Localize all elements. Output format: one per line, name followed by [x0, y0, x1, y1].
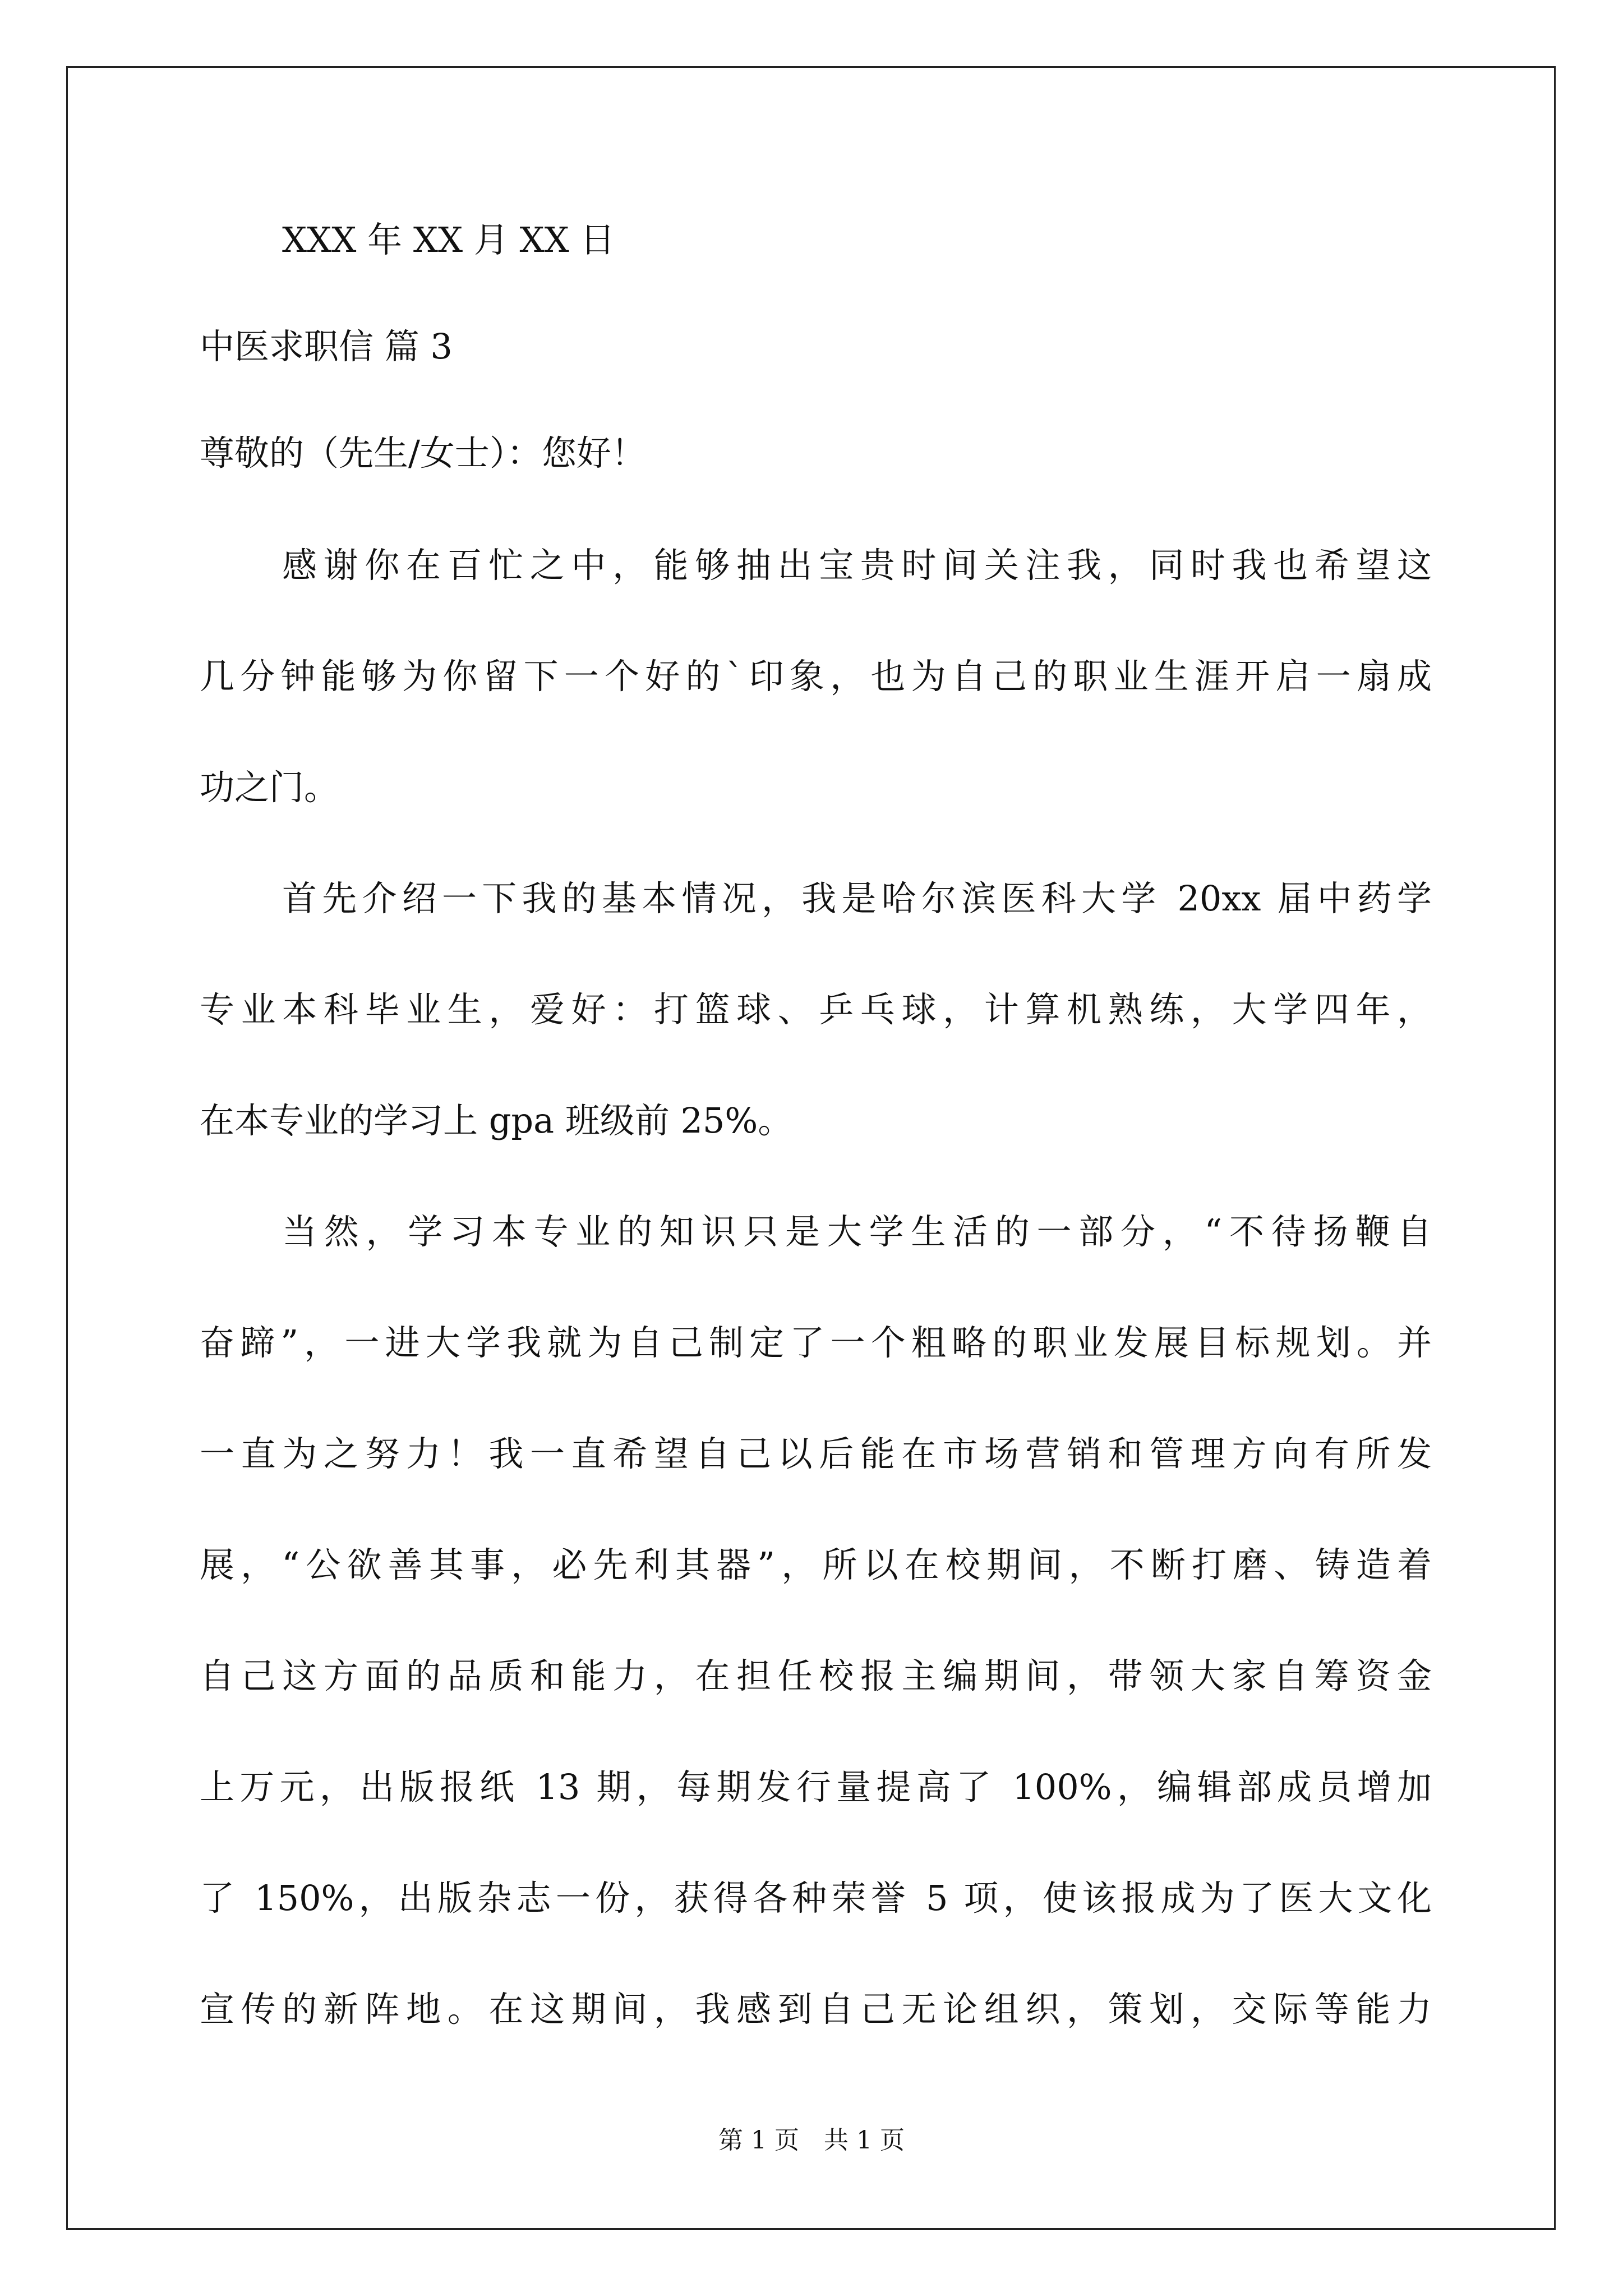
body-line: 宣传的新阵地。在这期间，我感到自己无论组织，策划，交际等能力 — [200, 1989, 1432, 2030]
body-line: 自己这方面的品质和能力，在担任校报主编期间，带领大家自筹资金 — [200, 1655, 1432, 1696]
section-title: 中医求职信 篇 3 — [200, 326, 453, 367]
body-line: 在本专业的学习上 gpa 班级前 25%。 — [200, 1100, 793, 1141]
date-line: XXX 年 XX 月 XX 日 — [282, 219, 615, 260]
body-line: 当然，学习本专业的知识只是大学生活的一部分，“不待扬鞭自 — [282, 1211, 1432, 1252]
body-line: 上万元，出版报纸 13 期，每期发行量提高了 100%，编辑部成员增加 — [200, 1766, 1432, 1807]
body-line: 一直为之努力！我一直希望自己以后能在市场营销和管理方向有所发 — [200, 1433, 1432, 1474]
body-line: 首先介绍一下我的基本情况，我是哈尔滨医科大学 20xx 届中药学 — [282, 878, 1432, 919]
body-line: 功之门。 — [200, 767, 339, 808]
body-line: 展，“公欲善其事，必先利其器”，所以在校期间，不断打磨、铸造着 — [200, 1544, 1432, 1585]
body-line: 几分钟能够为你留下一个好的`印象，也为自己的职业生涯开启一扇成 — [200, 656, 1432, 697]
body-line: 专业本科毕业生，爱好：打篮球、乒乓球，计算机熟练，大学四年， — [200, 989, 1432, 1030]
body-line: 奋蹄”，一进大学我就为自己制定了一个粗略的职业发展目标规划。并 — [200, 1322, 1432, 1363]
body-line: 感谢你在百忙之中，能够抽出宝贵时间关注我，同时我也希望这 — [282, 545, 1432, 586]
salutation: 尊敬的（先生/女士）：您好！ — [200, 432, 646, 473]
page-footer: 第 1 页 共 1 页 — [718, 2126, 905, 2155]
body-line: 了 150%，出版杂志一份，获得各种荣誉 5 项，使该报成为了医大文化 — [200, 1878, 1432, 1918]
